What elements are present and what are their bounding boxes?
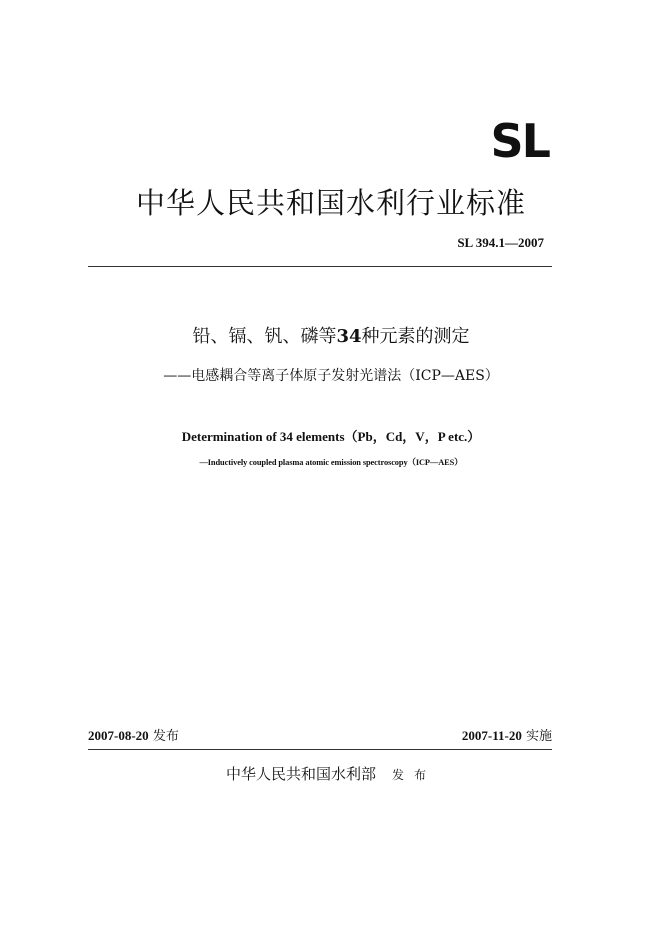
standard-number: SL 394.1—2007 [457,235,544,250]
publisher-action: 发布 [392,768,437,782]
implementation-label: 实施 [525,729,552,744]
implementation-date: 2007-11-20 [461,728,522,743]
document-title-cn [0,326,662,348]
implementation-date-line [462,728,552,745]
issue-date-line [88,728,179,745]
title-cn-number: 34 [336,326,362,347]
publisher-name: 中华人民共和国水利部 [225,765,376,783]
issue-label: 发布 [152,729,179,744]
publisher-line [0,765,662,783]
title-cn-suffix: 种元素的测定 [361,326,470,347]
document-subtitle-en: —Inductively coupled plasma atomic emission spectroscopy（ICP—AES） [199,458,463,467]
sl-logo: SL [490,114,549,168]
title-cn-prefix: 铅、镉、钒、磷等 [192,326,337,347]
standard-category-title: 中华人民共和国水利行业标准 [135,186,526,220]
document-title-en: Determination of 34 elements（Pb，Cd，V，P etc.） [181,429,481,444]
header-divider [88,266,552,267]
document-subtitle-cn: ——电感耦合等离子体原子发射光谱法（ICP—AES） [163,368,499,384]
issue-date: 2007-08-20 [88,728,149,743]
footer-divider [88,749,552,750]
